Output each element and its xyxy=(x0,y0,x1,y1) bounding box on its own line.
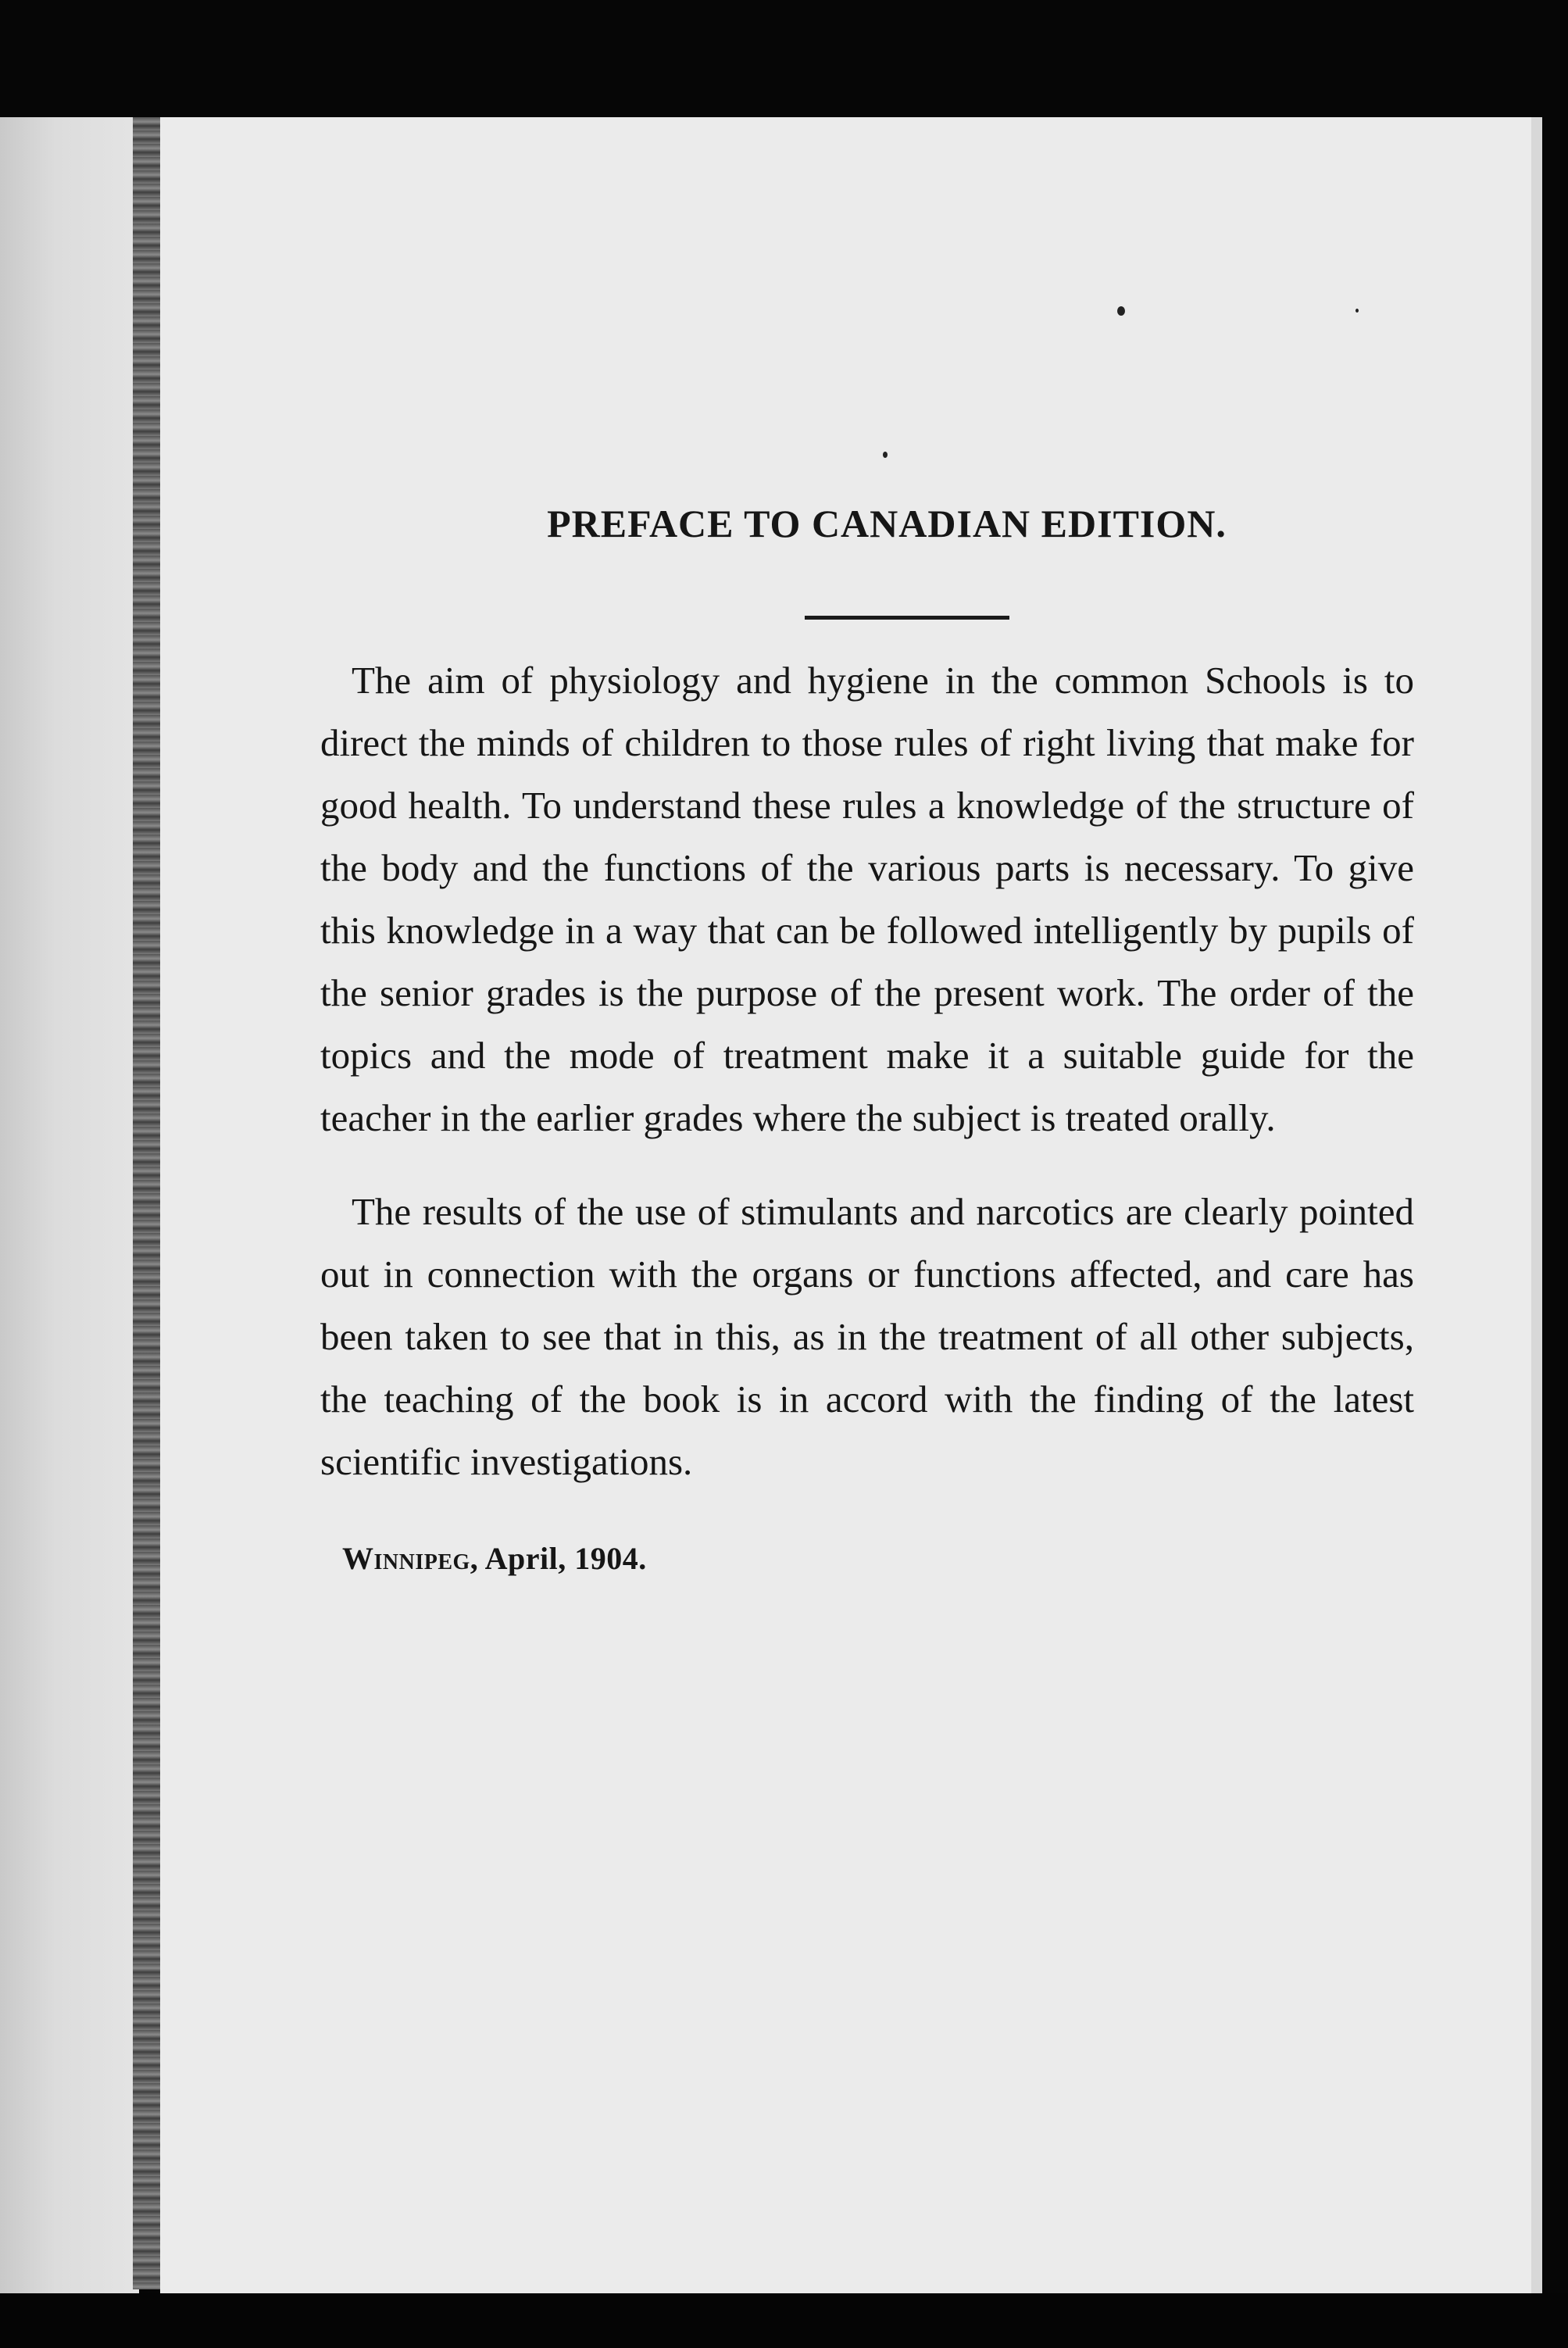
scan-bottom-border xyxy=(0,2293,1568,2348)
page-edge xyxy=(1531,117,1542,2297)
preface-paragraph-1: The aim of physiology and hygiene in the common Schools is to direct the minds of children to those rules of right living that make for good health. To understand these rules a knowledge of the structure of the body and the functions of the various parts is necessary. To give this knowledge in a way that can be followed intelligently by pupils of the senior grades is the purpose of the present work. The order of the topics and the mode of treatment make it a suitable guide for the teacher in the earlier grades where the subject is treated orally. xyxy=(320,659,1414,1139)
title-rule xyxy=(805,616,1009,620)
dateline-date: April, 1904. xyxy=(484,1541,647,1576)
dateline xyxy=(313,1540,1414,1577)
ink-speck xyxy=(1355,309,1359,313)
ink-speck xyxy=(883,452,888,458)
dateline-place: Winnipeg, xyxy=(342,1541,479,1576)
book-spine xyxy=(133,117,163,2289)
page-title: PREFACE TO CANADIAN EDITION. xyxy=(547,502,1227,545)
preface-paragraph-2: The results of the use of stimulants and narcotics are clearly pointed out in connection with the organs or functions affected, and care has been taken to see that in this, as in the treatment of all other subjects, the teaching of the book is in accord with the finding of the latest scientific investigations. xyxy=(320,1190,1414,1483)
facing-page-edge xyxy=(0,117,139,2297)
ink-speck xyxy=(1117,306,1125,316)
preface-text-block xyxy=(313,500,1414,1577)
